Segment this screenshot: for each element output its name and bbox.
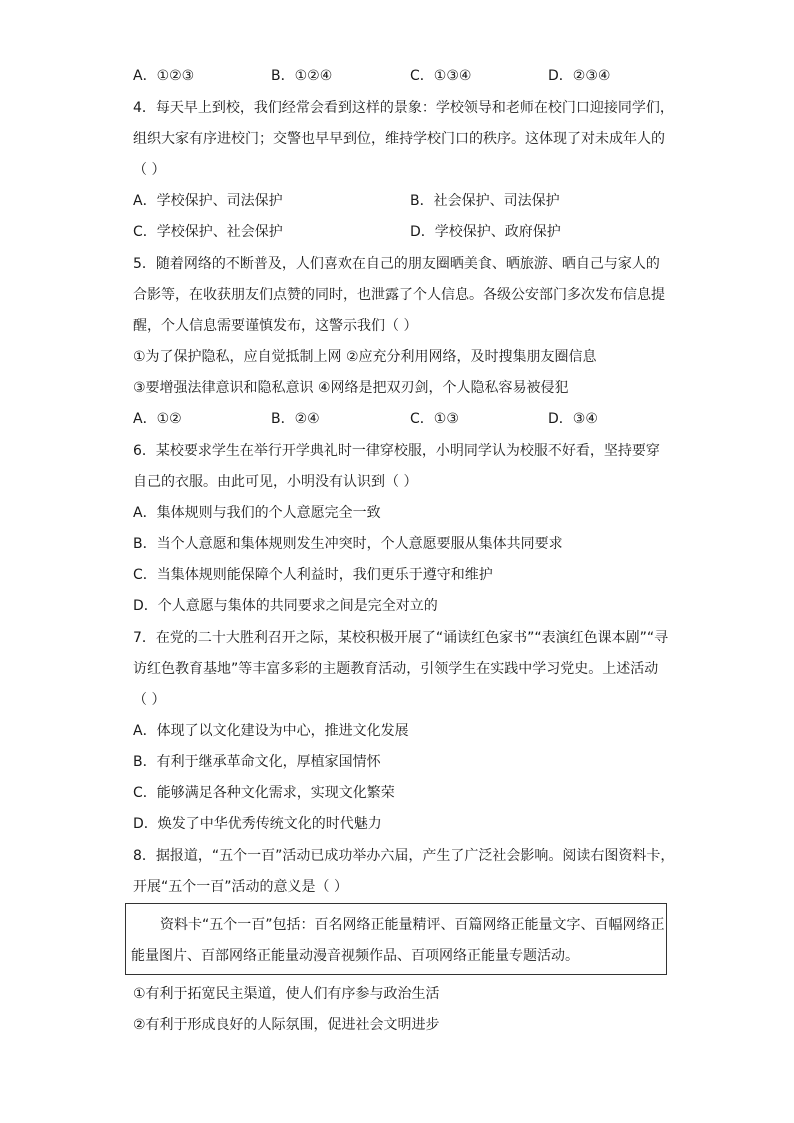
q7-stem-line-2: 访红色教育基地”等丰富多彩的主题教育活动，引领学生在实践中学习党史。上述活动: [133, 661, 659, 677]
q3-option-d: D．②③④: [548, 68, 611, 84]
q4-option-d: D．学校保护、政府保护: [410, 224, 561, 240]
q5-stem-line-2: 合影等，在收获朋友们点赞的同时，也泄露了个人信息。各级公安部门多次发布信息提: [133, 287, 665, 303]
q7-stem-line-1: 7．在党的二十大胜利召开之际，某校积极开展了“诵读红色家书”“表演红色课本剧”“寻: [133, 630, 669, 646]
q8-item-1: ①有利于拓宽民主渠道，使人们有序参与政治生活: [133, 986, 440, 1002]
material-card: [125, 903, 667, 975]
q6-option-b: B．当个人意愿和集体规则发生冲突时，个人意愿要服从集体共同要求: [133, 536, 563, 552]
q7-option-a: A．体现了以文化建设为中心，推进文化发展: [133, 723, 409, 739]
q6-stem-line-2: 自己的衣服。由此可见，小明没有认识到（ ）: [133, 474, 418, 490]
q4-option-b: B．社会保护、司法保护: [410, 193, 560, 209]
q4-option-c: C．学校保护、社会保护: [133, 224, 283, 240]
q3-option-a: A．①②③: [133, 68, 195, 84]
q4-stem-line-2: 组织大家有序进校门；交警也早早到位，维持学校门口的秩序。这体现了对未成年人的: [133, 131, 665, 147]
q8-item-2: ②有利于形成良好的人际氛围，促进社会文明进步: [133, 1017, 440, 1033]
material-card-line-2: 能量图片、百部网络正能量动漫音视频作品、百项网络正能量专题活动。: [131, 948, 579, 964]
q6-option-d: D．个人意愿与集体的共同要求之间是完全对立的: [133, 598, 438, 614]
q6-option-a: A．集体规则与我们的个人意愿完全一致: [133, 505, 381, 521]
q8-stem-line-1: 8．据报道，“五个一百”活动已成功举办六届，产生了广泛社会影响。阅读右图资料卡，: [133, 848, 675, 864]
q4-stem-line-1: 4．每天早上到校，我们经常会看到这样的景象：学校领导和老师在校门口迎接同学们，: [133, 100, 674, 116]
q4-stem-line-3: （ ）: [133, 162, 166, 178]
q6-option-c: C．当集体规则能保障个人利益时，我们更乐于遵守和维护: [133, 567, 493, 583]
q5-option-b: B．②④: [271, 411, 320, 427]
q7-stem-line-3: （ ）: [133, 692, 166, 708]
q6-stem-line-1: 6．某校要求学生在举行开学典礼时一律穿校服，小明同学认为校服不好看，坚持要穿: [133, 443, 660, 459]
q5-option-a: A．①②: [133, 411, 182, 427]
q7-option-b: B．有利于继承革命文化，厚植家国情怀: [133, 754, 381, 770]
q5-stem-line-3: 醒，个人信息需要谨慎发布，这警示我们（ ）: [133, 318, 418, 334]
q5-stem-line-1: 5．随着网络的不断普及，人们喜欢在自己的朋友圈晒美食、晒旅游、晒自己与家人的: [133, 256, 660, 272]
q7-option-d: D．焕发了中华优秀传统文化的时代魅力: [133, 816, 382, 832]
q4-option-a: A．学校保护、司法保护: [133, 193, 283, 209]
q3-option-b: B．①②④: [271, 68, 333, 84]
q5-option-d: D．③④: [548, 411, 598, 427]
q5-option-c: C．①③: [410, 411, 459, 427]
q7-option-c: C．能够满足各种文化需求，实现文化繁荣: [133, 785, 395, 801]
q8-stem-line-2: 开展“五个一百”活动的意义是（ ）: [133, 879, 348, 895]
q5-item-line-2: ③要增强法律意识和隐私意识 ④网络是把双刃剑，个人隐私容易被侵犯: [133, 380, 569, 396]
q3-option-c: C．①③④: [410, 68, 472, 84]
material-card-line-1: 资料卡“五个一百”包括：百名网络正能量精评、百篇网络正能量文字、百幅网络正: [160, 917, 665, 933]
q5-item-line-1: ①为了保护隐私，应自觉抵制上网 ②应充分利用网络，及时搜集朋友圈信息: [133, 349, 597, 365]
